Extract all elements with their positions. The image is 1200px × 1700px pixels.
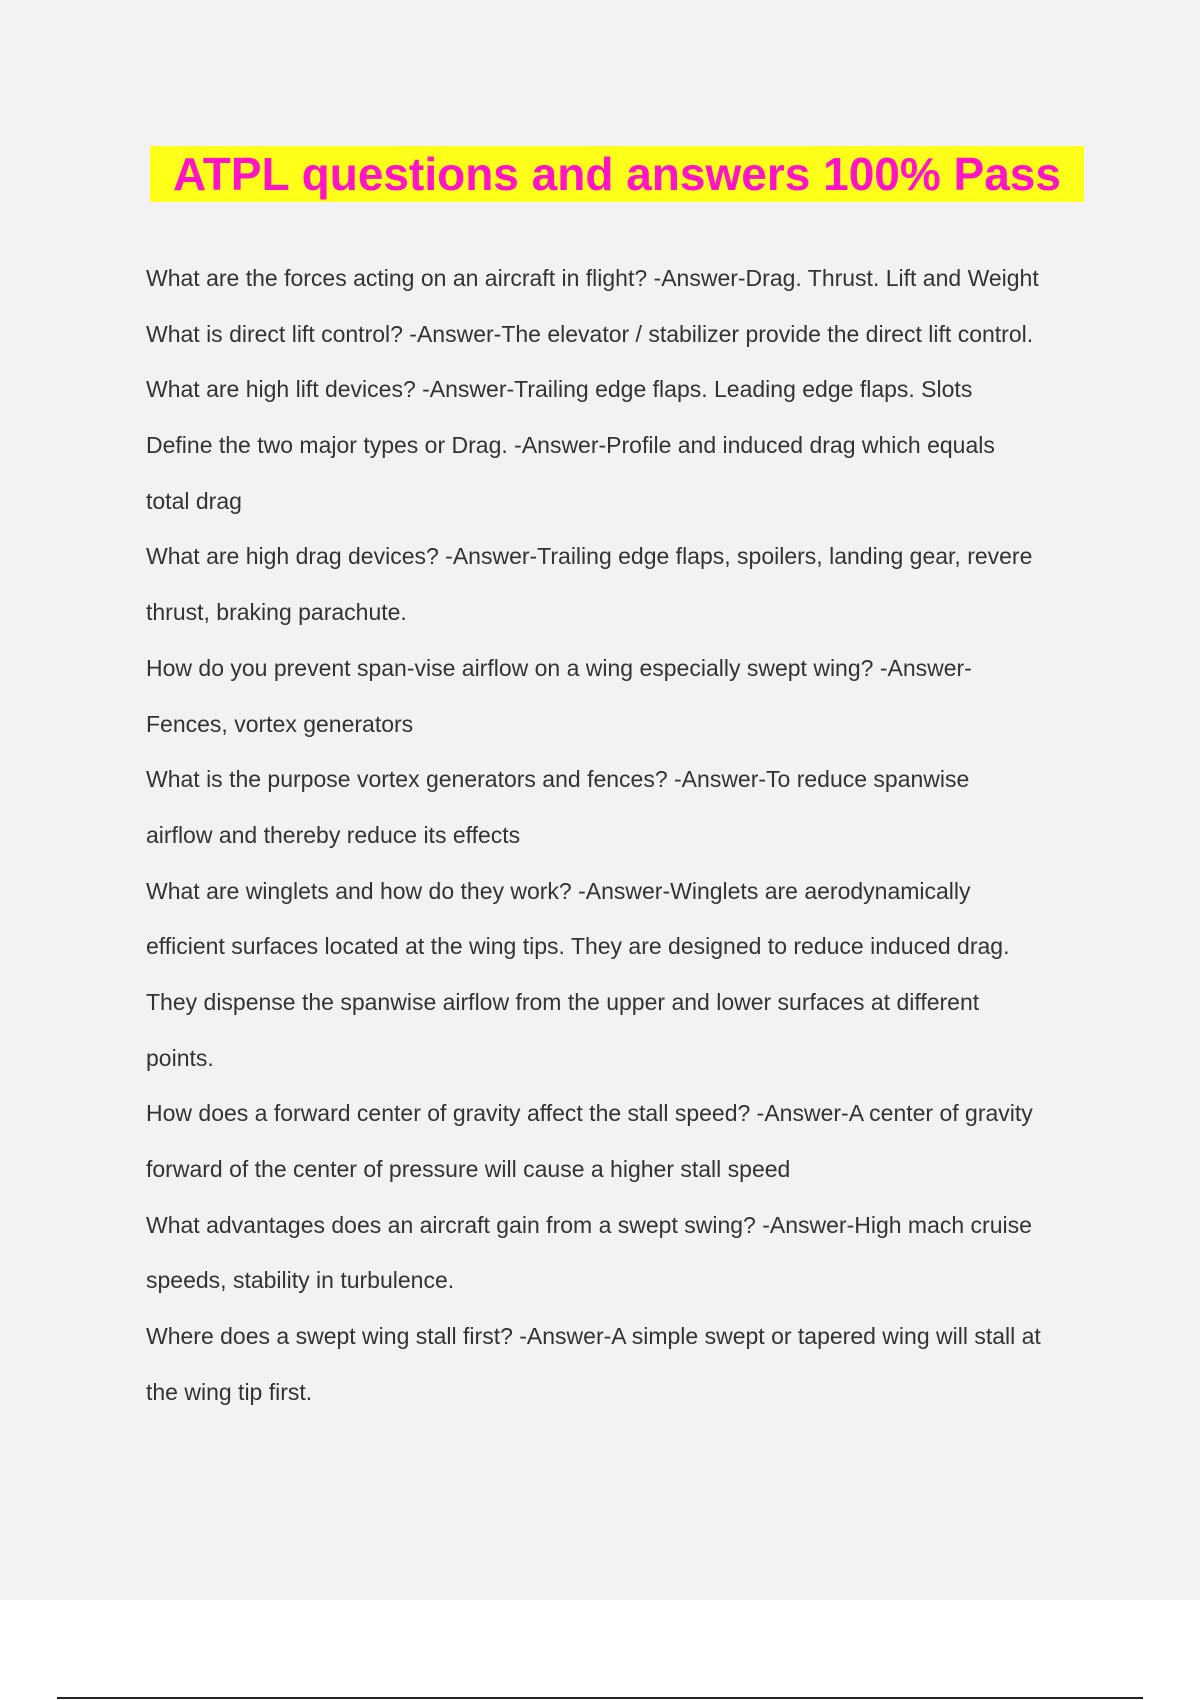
qa-line: They dispense the spanwise airflow from the upper and lower surfaces at different	[146, 988, 980, 1015]
qa-line: thrust, braking parachute.	[146, 599, 407, 626]
qa-line: What are high drag devices? -Answer-Trailing edge flaps, spoilers, landing gear, revere	[146, 543, 1033, 570]
qa-line: total drag	[146, 487, 242, 514]
qa-list	[146, 251, 1096, 1420]
qa-line: efficient surfaces located at the wing tips. They are designed to reduce induced drag.	[146, 933, 1010, 960]
qa-line: How does a forward center of gravity affect the stall speed? -Answer-A center of gravity	[146, 1100, 1033, 1127]
qa-line: How do you prevent span-vise airflow on a wing especially swept wing? -Answer-	[146, 654, 972, 681]
qa-line: airflow and thereby reduce its effects	[146, 821, 521, 848]
qa-line: What is direct lift control? -Answer-The elevator / stabilizer provide the direct lift control.	[146, 320, 1034, 347]
page-title: ATPL questions and answers 100% Pass	[173, 148, 1061, 200]
qa-line: the wing tip first.	[146, 1378, 313, 1405]
qa-line: forward of the center of pressure will cause a higher stall speed	[146, 1156, 791, 1182]
qa-line: What are winglets and how do they work? -Answer-Winglets are aerodynamically	[146, 877, 971, 904]
footer-divider	[57, 1697, 1143, 1699]
qa-line: speeds, stability in turbulence.	[146, 1267, 455, 1294]
title-highlight	[150, 146, 1084, 202]
qa-line: What advantages does an aircraft gain from a swept swing? -Answer-High mach cruise	[146, 1211, 1032, 1238]
qa-line: What are high lift devices? -Answer-Trailing edge flaps. Leading edge flaps. Slots	[146, 376, 973, 403]
qa-line: What are the forces acting on an aircraft in flight? -Answer-Drag. Thrust. Lift and Weight	[146, 265, 1039, 291]
qa-line: Where does a swept wing stall first? -Answer-A simple swept or tapered wing will stall at	[146, 1323, 1041, 1350]
qa-line: points.	[146, 1044, 214, 1071]
qa-line: Define the two major types or Drag. -Answer-Profile and induced drag which equals	[146, 432, 995, 459]
qa-line: What is the purpose vortex generators and fences? -Answer-To reduce spanwise	[146, 766, 970, 793]
qa-line: Fences, vortex generators	[146, 710, 414, 737]
